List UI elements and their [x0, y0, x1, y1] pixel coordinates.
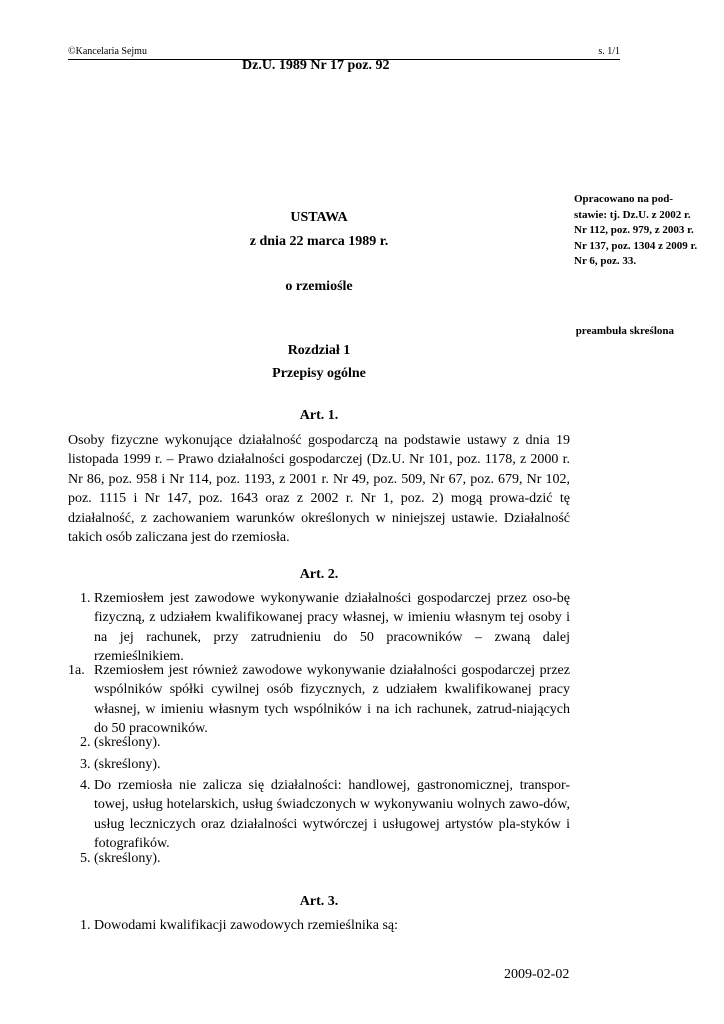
art2-item-2 [80, 733, 570, 752]
item-text: Do rzemiosła nie zalicza się działalności: handlowej, gastronomicznej, transpor-towej, usług hotelarskich, usług świadczonych w wykonywaniu wolnych zawo-dów, usług leczniczych oraz działalności wytwórczej i usługowej artystów pla-styków i fotografików. [94, 778, 570, 852]
art1-heading: Art. 1. [299, 408, 339, 423]
art2-item-1a [68, 661, 570, 739]
title-line-2: z dnia 22 marca 1989 r. [249, 234, 389, 249]
header-left: ©Kancelaria Sejmu [68, 46, 147, 57]
chapter-name: Przepisy ogólne [272, 366, 366, 381]
item-text: (skreślony). [94, 757, 161, 772]
title-line-3: o rzemiośle [285, 279, 353, 294]
item-number: 1. [80, 918, 91, 933]
item-text: Rzemiosłem jest również zawodowe wykonywanie działalności gospodarczej przez wspólników spółki cywilnej osób fizycznych, z udziałem kwalifikowanej pracy własnej, w imieniu własnym tych wspólników i na ich rachunek, zatrud-niających do 50 pracowników. [94, 663, 570, 737]
item-number: 1. [80, 591, 91, 606]
document-reference: Dz.U. 1989 Nr 17 poz. 92 [242, 58, 390, 73]
item-text: Rzemiosłem jest zawodowe wykonywanie działalności gospodarczej przez oso-bę fizyczną, z udziałem kwalifikowanej pracy własnej, w imieniu własnym tej osoby i na jej rachunek, przy zatrudnieniu do 50 pracowników – zwaną dalej rzemieślnikiem. [94, 591, 570, 665]
art3-item-1 [80, 916, 570, 935]
art1-text: Osoby fizyczne wykonujące działalność gospodarczą na podstawie ustawy z dnia 19 listopada 1999 r. – Prawo działalności gospodarczej (Dz.U. Nr 101, poz. 1178, z 2000 r. Nr 86, poz. 958 i Nr 114, poz. 1193, z 2001 r. Nr 49, poz. 509, Nr 67, poz. 679, Nr 102, poz. 1115 i Nr 147, poz. 1643 oraz z 2002 r. Nr 1, poz. 2) mogą prowa-dzić tę działalność, z zachowaniem warunków określonych w niniejszej ustawie. Działalność takich osób zaliczana jest do rzemiosła. [68, 433, 570, 546]
item-number: 1a. [68, 663, 85, 678]
item-number: 2. [80, 735, 91, 750]
item-text: (skreślony). [94, 735, 161, 750]
art2-item-1 [80, 589, 570, 667]
preamble-note: preambuła skreślona [575, 325, 674, 337]
art2-item-5 [80, 849, 570, 868]
art3-heading: Art. 3. [299, 894, 339, 909]
title-line-1: USTAWA [290, 210, 348, 225]
art2-item-3 [80, 755, 570, 774]
item-number: 3. [80, 757, 91, 772]
item-number: 5. [80, 851, 91, 866]
chapter-number: Rozdział 1 [287, 343, 351, 358]
footer-date: 2009-02-02 [504, 967, 570, 982]
item-text: Dowodami kwalifikacji zawodowych rzemieślnika są: [94, 918, 399, 933]
art2-item-4 [80, 776, 570, 854]
header-right: s. 1/1 [598, 46, 620, 57]
item-text: (skreślony). [94, 851, 161, 866]
side-note: Opracowano na pod-stawie: tj. Dz.U. z 2002 r. Nr 112, poz. 979, z 2003 r. Nr 137, poz. 1304 z 2009 r. Nr 6, poz. 33. [574, 193, 698, 268]
item-number: 4. [80, 778, 91, 793]
art2-heading: Art. 2. [299, 567, 339, 582]
